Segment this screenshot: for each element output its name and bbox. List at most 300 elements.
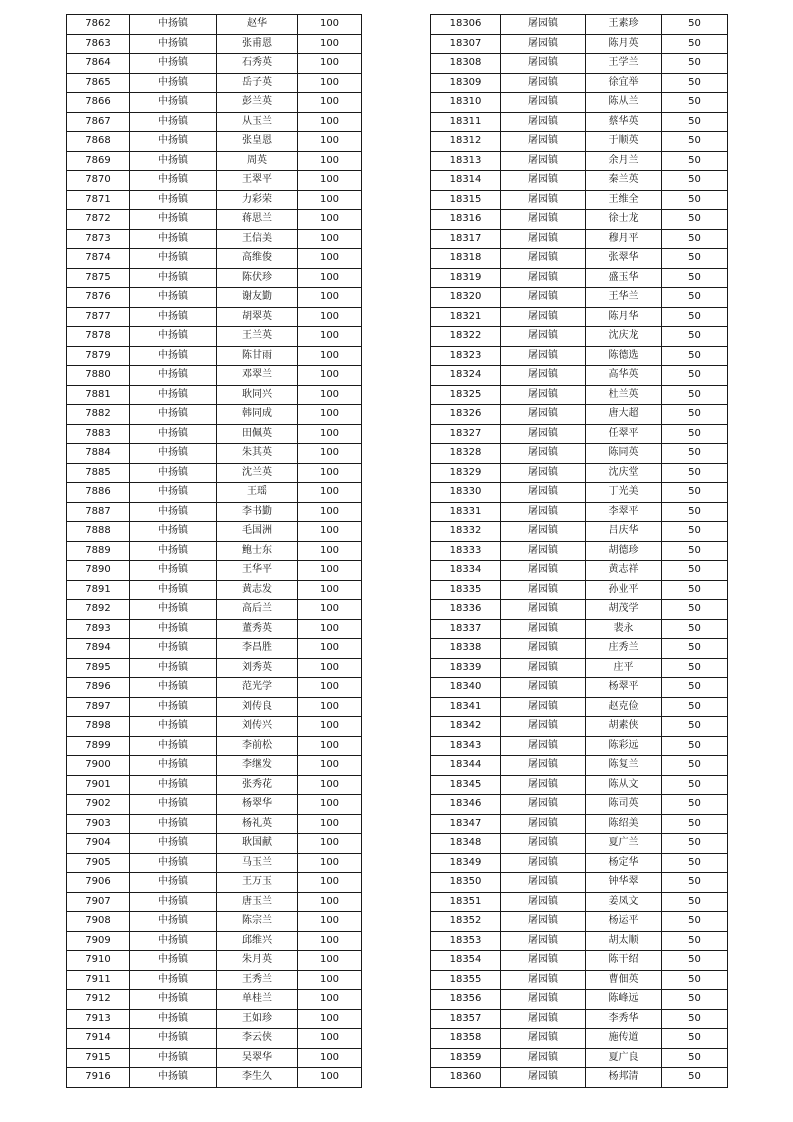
amount-cell: 100: [298, 580, 362, 600]
amount-cell: 50: [662, 54, 728, 74]
table-row: [67, 463, 362, 483]
name-cell: 徐士龙: [586, 210, 662, 230]
town-cell: 中扬镇: [130, 795, 217, 815]
town-cell: 中扬镇: [130, 171, 217, 191]
table-row: [67, 775, 362, 795]
amount-cell: 100: [298, 931, 362, 951]
name-cell: 董秀英: [217, 619, 298, 639]
amount-cell: 50: [662, 561, 728, 581]
serial-number-cell: 7891: [67, 580, 130, 600]
serial-number-cell: 18306: [431, 15, 501, 35]
serial-number-cell: 18340: [431, 678, 501, 698]
town-cell: 屠园镇: [501, 912, 586, 932]
name-cell: 胡太顺: [586, 931, 662, 951]
town-cell: 屠园镇: [501, 229, 586, 249]
table-row: [67, 502, 362, 522]
table-row: [67, 697, 362, 717]
town-cell: 屠园镇: [501, 775, 586, 795]
name-cell: 王信美: [217, 229, 298, 249]
amount-cell: 100: [298, 600, 362, 620]
name-cell: 周英: [217, 151, 298, 171]
amount-cell: 50: [662, 112, 728, 132]
town-cell: 屠园镇: [501, 502, 586, 522]
serial-number-cell: 7881: [67, 385, 130, 405]
serial-number-cell: 18344: [431, 756, 501, 776]
serial-number-cell: 7896: [67, 678, 130, 698]
name-cell: 陈同英: [586, 444, 662, 464]
amount-cell: 100: [298, 658, 362, 678]
name-cell: 唐大超: [586, 405, 662, 425]
amount-cell: 50: [662, 190, 728, 210]
name-cell: 王学兰: [586, 54, 662, 74]
amount-cell: 100: [298, 1029, 362, 1049]
amount-cell: 100: [298, 288, 362, 308]
town-cell: 中扬镇: [130, 444, 217, 464]
serial-number-cell: 7899: [67, 736, 130, 756]
town-cell: 中扬镇: [130, 151, 217, 171]
table-row: [431, 853, 728, 873]
name-cell: 岳子英: [217, 73, 298, 93]
town-cell: 屠园镇: [501, 873, 586, 893]
name-cell: 沈庆龙: [586, 327, 662, 347]
name-cell: 王如珍: [217, 1009, 298, 1029]
table-row: [67, 424, 362, 444]
name-cell: 赵华: [217, 15, 298, 35]
town-cell: 中扬镇: [130, 405, 217, 425]
town-cell: 中扬镇: [130, 658, 217, 678]
table-row: [67, 522, 362, 542]
amount-cell: 100: [298, 190, 362, 210]
town-cell: 中扬镇: [130, 834, 217, 854]
name-cell: 穆月平: [586, 229, 662, 249]
table-row: [67, 1009, 362, 1029]
serial-number-cell: 18357: [431, 1009, 501, 1029]
name-cell: 杨运平: [586, 912, 662, 932]
table-row: [67, 15, 362, 35]
amount-cell: 100: [298, 697, 362, 717]
table-row: [67, 853, 362, 873]
serial-number-cell: 18313: [431, 151, 501, 171]
town-cell: 屠园镇: [501, 93, 586, 113]
amount-cell: 50: [662, 15, 728, 35]
serial-number-cell: 7875: [67, 268, 130, 288]
town-cell: 中扬镇: [130, 697, 217, 717]
table-row: [67, 327, 362, 347]
serial-number-cell: 7903: [67, 814, 130, 834]
serial-number-cell: 18352: [431, 912, 501, 932]
table-row: [67, 639, 362, 659]
serial-number-cell: 7912: [67, 990, 130, 1010]
town-cell: 屠园镇: [501, 561, 586, 581]
table-row: [67, 385, 362, 405]
table-row: [431, 1009, 728, 1029]
table-row: [431, 1048, 728, 1068]
amount-cell: 100: [298, 229, 362, 249]
town-cell: 中扬镇: [130, 912, 217, 932]
town-cell: 屠园镇: [501, 444, 586, 464]
table-row: [431, 249, 728, 269]
serial-number-cell: 18332: [431, 522, 501, 542]
town-cell: 中扬镇: [130, 736, 217, 756]
town-cell: 中扬镇: [130, 639, 217, 659]
name-cell: 吴翠华: [217, 1048, 298, 1068]
serial-number-cell: 7882: [67, 405, 130, 425]
town-cell: 屠园镇: [501, 580, 586, 600]
serial-number-cell: 18309: [431, 73, 501, 93]
town-cell: 屠园镇: [501, 639, 586, 659]
town-cell: 屠园镇: [501, 288, 586, 308]
town-cell: 中扬镇: [130, 1009, 217, 1029]
serial-number-cell: 18321: [431, 307, 501, 327]
table-row: [67, 970, 362, 990]
town-cell: 屠园镇: [501, 951, 586, 971]
town-cell: 中扬镇: [130, 541, 217, 561]
town-cell: 中扬镇: [130, 678, 217, 698]
name-cell: 耿国献: [217, 834, 298, 854]
serial-number-cell: 18308: [431, 54, 501, 74]
amount-cell: 100: [298, 73, 362, 93]
table-row: [67, 912, 362, 932]
serial-number-cell: 18315: [431, 190, 501, 210]
name-cell: 高维俊: [217, 249, 298, 269]
table-row: [67, 658, 362, 678]
serial-number-cell: 7900: [67, 756, 130, 776]
town-cell: 屠园镇: [501, 366, 586, 386]
town-cell: 中扬镇: [130, 15, 217, 35]
name-cell: 力彩荣: [217, 190, 298, 210]
table-row: [431, 210, 728, 230]
name-cell: 刘传兴: [217, 717, 298, 737]
serial-number-cell: 7898: [67, 717, 130, 737]
town-cell: 屠园镇: [501, 307, 586, 327]
serial-number-cell: 18359: [431, 1048, 501, 1068]
town-cell: 中扬镇: [130, 522, 217, 542]
town-cell: 屠园镇: [501, 834, 586, 854]
town-cell: 屠园镇: [501, 658, 586, 678]
amount-cell: 100: [298, 892, 362, 912]
amount-cell: 50: [662, 736, 728, 756]
town-cell: 屠园镇: [501, 405, 586, 425]
amount-cell: 50: [662, 639, 728, 659]
town-cell: 中扬镇: [130, 73, 217, 93]
serial-number-cell: 18355: [431, 970, 501, 990]
amount-cell: 100: [298, 736, 362, 756]
town-cell: 中扬镇: [130, 990, 217, 1010]
amount-cell: 50: [662, 73, 728, 93]
table-row: [431, 951, 728, 971]
table-row: [67, 229, 362, 249]
name-cell: 陈司英: [586, 795, 662, 815]
name-cell: 徐宜举: [586, 73, 662, 93]
table-row: [67, 561, 362, 581]
table-row: [67, 132, 362, 152]
amount-cell: 100: [298, 327, 362, 347]
table-row: [67, 1029, 362, 1049]
serial-number-cell: 18350: [431, 873, 501, 893]
table-row: [431, 580, 728, 600]
table-row: [431, 600, 728, 620]
name-cell: 胡茂学: [586, 600, 662, 620]
name-cell: 高华英: [586, 366, 662, 386]
town-cell: 中扬镇: [130, 600, 217, 620]
serial-number-cell: 18311: [431, 112, 501, 132]
town-cell: 中扬镇: [130, 1029, 217, 1049]
amount-cell: 50: [662, 619, 728, 639]
name-cell: 姜凤文: [586, 892, 662, 912]
town-cell: 屠园镇: [501, 541, 586, 561]
town-cell: 屠园镇: [501, 970, 586, 990]
table-row: [431, 814, 728, 834]
table-row: [431, 990, 728, 1010]
name-cell: 胡素侠: [586, 717, 662, 737]
amount-cell: 100: [298, 873, 362, 893]
name-cell: 邱维兴: [217, 931, 298, 951]
table-row: [67, 210, 362, 230]
table-row: [431, 561, 728, 581]
town-cell: 屠园镇: [501, 1029, 586, 1049]
serial-number-cell: 18310: [431, 93, 501, 113]
serial-number-cell: 7876: [67, 288, 130, 308]
amount-cell: 50: [662, 658, 728, 678]
serial-number-cell: 7907: [67, 892, 130, 912]
amount-cell: 50: [662, 697, 728, 717]
amount-cell: 100: [298, 405, 362, 425]
name-cell: 王华平: [217, 561, 298, 581]
town-cell: 中扬镇: [130, 717, 217, 737]
amount-cell: 50: [662, 229, 728, 249]
town-cell: 中扬镇: [130, 327, 217, 347]
serial-number-cell: 18325: [431, 385, 501, 405]
name-cell: 陈峰远: [586, 990, 662, 1010]
table-row: [67, 892, 362, 912]
name-cell: 王瑶: [217, 483, 298, 503]
serial-number-cell: 18319: [431, 268, 501, 288]
table-row: [67, 951, 362, 971]
table-row: [67, 600, 362, 620]
table-row: [67, 1068, 362, 1088]
table-row: [431, 795, 728, 815]
serial-number-cell: 7890: [67, 561, 130, 581]
serial-number-cell: 7897: [67, 697, 130, 717]
amount-cell: 50: [662, 444, 728, 464]
amount-cell: 50: [662, 346, 728, 366]
table-row: [431, 892, 728, 912]
table-row: [431, 834, 728, 854]
serial-number-cell: 18329: [431, 463, 501, 483]
name-cell: 孙业平: [586, 580, 662, 600]
serial-number-cell: 7873: [67, 229, 130, 249]
table-row: [67, 756, 362, 776]
name-cell: 胡德珍: [586, 541, 662, 561]
town-cell: 中扬镇: [130, 1068, 217, 1088]
name-cell: 沈庆堂: [586, 463, 662, 483]
name-cell: 王万玉: [217, 873, 298, 893]
town-cell: 中扬镇: [130, 190, 217, 210]
table-row: [431, 171, 728, 191]
table-row: [431, 736, 728, 756]
table-row: [431, 112, 728, 132]
amount-cell: 100: [298, 268, 362, 288]
town-cell: 中扬镇: [130, 385, 217, 405]
name-cell: 张秀花: [217, 775, 298, 795]
name-cell: 蒋思兰: [217, 210, 298, 230]
table-row: [431, 1029, 728, 1049]
ledger-body-right: [431, 15, 728, 1088]
name-cell: 黄志祥: [586, 561, 662, 581]
name-cell: 耿同兴: [217, 385, 298, 405]
table-row: [431, 444, 728, 464]
amount-cell: 100: [298, 717, 362, 737]
town-cell: 中扬镇: [130, 229, 217, 249]
serial-number-cell: 7867: [67, 112, 130, 132]
town-cell: 屠园镇: [501, 1048, 586, 1068]
table-row: [431, 15, 728, 35]
table-row: [431, 229, 728, 249]
amount-cell: 100: [298, 444, 362, 464]
serial-number-cell: 18343: [431, 736, 501, 756]
serial-number-cell: 7872: [67, 210, 130, 230]
town-cell: 中扬镇: [130, 483, 217, 503]
name-cell: 陈甘雨: [217, 346, 298, 366]
name-cell: 韩同成: [217, 405, 298, 425]
serial-number-cell: 7892: [67, 600, 130, 620]
town-cell: 屠园镇: [501, 697, 586, 717]
amount-cell: 100: [298, 541, 362, 561]
serial-number-cell: 7868: [67, 132, 130, 152]
serial-number-cell: 18349: [431, 853, 501, 873]
amount-cell: 50: [662, 327, 728, 347]
table-row: [431, 366, 728, 386]
serial-number-cell: 18328: [431, 444, 501, 464]
amount-cell: 100: [298, 1009, 362, 1029]
town-cell: 中扬镇: [130, 307, 217, 327]
serial-number-cell: 7877: [67, 307, 130, 327]
town-cell: 屠园镇: [501, 210, 586, 230]
name-cell: 李昌胜: [217, 639, 298, 659]
table-row: [431, 424, 728, 444]
table-row: [67, 717, 362, 737]
town-cell: 中扬镇: [130, 93, 217, 113]
table-row: [67, 151, 362, 171]
name-cell: 秦兰英: [586, 171, 662, 191]
serial-number-cell: 7894: [67, 639, 130, 659]
amount-cell: 50: [662, 522, 728, 542]
serial-number-cell: 7870: [67, 171, 130, 191]
town-cell: 中扬镇: [130, 424, 217, 444]
town-cell: 中扬镇: [130, 814, 217, 834]
name-cell: 谢友勤: [217, 288, 298, 308]
table-row: [67, 795, 362, 815]
serial-number-cell: 18320: [431, 288, 501, 308]
town-cell: 屠园镇: [501, 151, 586, 171]
table-row: [431, 34, 728, 54]
amount-cell: 100: [298, 151, 362, 171]
ledger-table-left: [66, 14, 362, 1088]
amount-cell: 50: [662, 1009, 728, 1029]
amount-cell: 50: [662, 834, 728, 854]
name-cell: 胡翠英: [217, 307, 298, 327]
amount-cell: 100: [298, 307, 362, 327]
table-row: [431, 1068, 728, 1088]
name-cell: 陈伏珍: [217, 268, 298, 288]
town-cell: 屠园镇: [501, 346, 586, 366]
amount-cell: 50: [662, 970, 728, 990]
town-cell: 屠园镇: [501, 892, 586, 912]
serial-number-cell: 7885: [67, 463, 130, 483]
table-row: [431, 717, 728, 737]
amount-cell: 100: [298, 346, 362, 366]
table-row: [67, 249, 362, 269]
town-cell: 屠园镇: [501, 990, 586, 1010]
name-cell: 蔡华英: [586, 112, 662, 132]
town-cell: 中扬镇: [130, 931, 217, 951]
name-cell: 陈从兰: [586, 93, 662, 113]
amount-cell: 100: [298, 112, 362, 132]
serial-number-cell: 18327: [431, 424, 501, 444]
amount-cell: 50: [662, 775, 728, 795]
amount-cell: 100: [298, 639, 362, 659]
table-row: [67, 834, 362, 854]
amount-cell: 100: [298, 171, 362, 191]
serial-number-cell: 7911: [67, 970, 130, 990]
serial-number-cell: 18317: [431, 229, 501, 249]
serial-number-cell: 7888: [67, 522, 130, 542]
town-cell: 屠园镇: [501, 931, 586, 951]
town-cell: 中扬镇: [130, 970, 217, 990]
table-row: [431, 541, 728, 561]
table-row: [431, 268, 728, 288]
name-cell: 陈月英: [586, 34, 662, 54]
amount-cell: 50: [662, 580, 728, 600]
serial-number-cell: 18322: [431, 327, 501, 347]
town-cell: 屠园镇: [501, 54, 586, 74]
amount-cell: 100: [298, 619, 362, 639]
name-cell: 田佩英: [217, 424, 298, 444]
name-cell: 吕庆华: [586, 522, 662, 542]
serial-number-cell: 18358: [431, 1029, 501, 1049]
town-cell: 屠园镇: [501, 678, 586, 698]
table-row: [431, 385, 728, 405]
town-cell: 屠园镇: [501, 424, 586, 444]
serial-number-cell: 7883: [67, 424, 130, 444]
town-cell: 屠园镇: [501, 1068, 586, 1088]
serial-number-cell: 7906: [67, 873, 130, 893]
amount-cell: 100: [298, 522, 362, 542]
serial-number-cell: 7862: [67, 15, 130, 35]
table-row: [67, 288, 362, 308]
name-cell: 李继发: [217, 756, 298, 776]
town-cell: 中扬镇: [130, 463, 217, 483]
amount-cell: 100: [298, 366, 362, 386]
serial-number-cell: 7913: [67, 1009, 130, 1029]
town-cell: 屠园镇: [501, 171, 586, 191]
serial-number-cell: 7908: [67, 912, 130, 932]
table-row: [431, 483, 728, 503]
town-cell: 屠园镇: [501, 190, 586, 210]
table-row: [67, 307, 362, 327]
amount-cell: 100: [298, 1068, 362, 1088]
table-row: [431, 327, 728, 347]
name-cell: 范光学: [217, 678, 298, 698]
amount-cell: 50: [662, 483, 728, 503]
name-cell: 李翠平: [586, 502, 662, 522]
amount-cell: 50: [662, 34, 728, 54]
serial-number-cell: 7884: [67, 444, 130, 464]
amount-cell: 100: [298, 853, 362, 873]
serial-number-cell: 18334: [431, 561, 501, 581]
amount-cell: 50: [662, 171, 728, 191]
table-row: [67, 619, 362, 639]
